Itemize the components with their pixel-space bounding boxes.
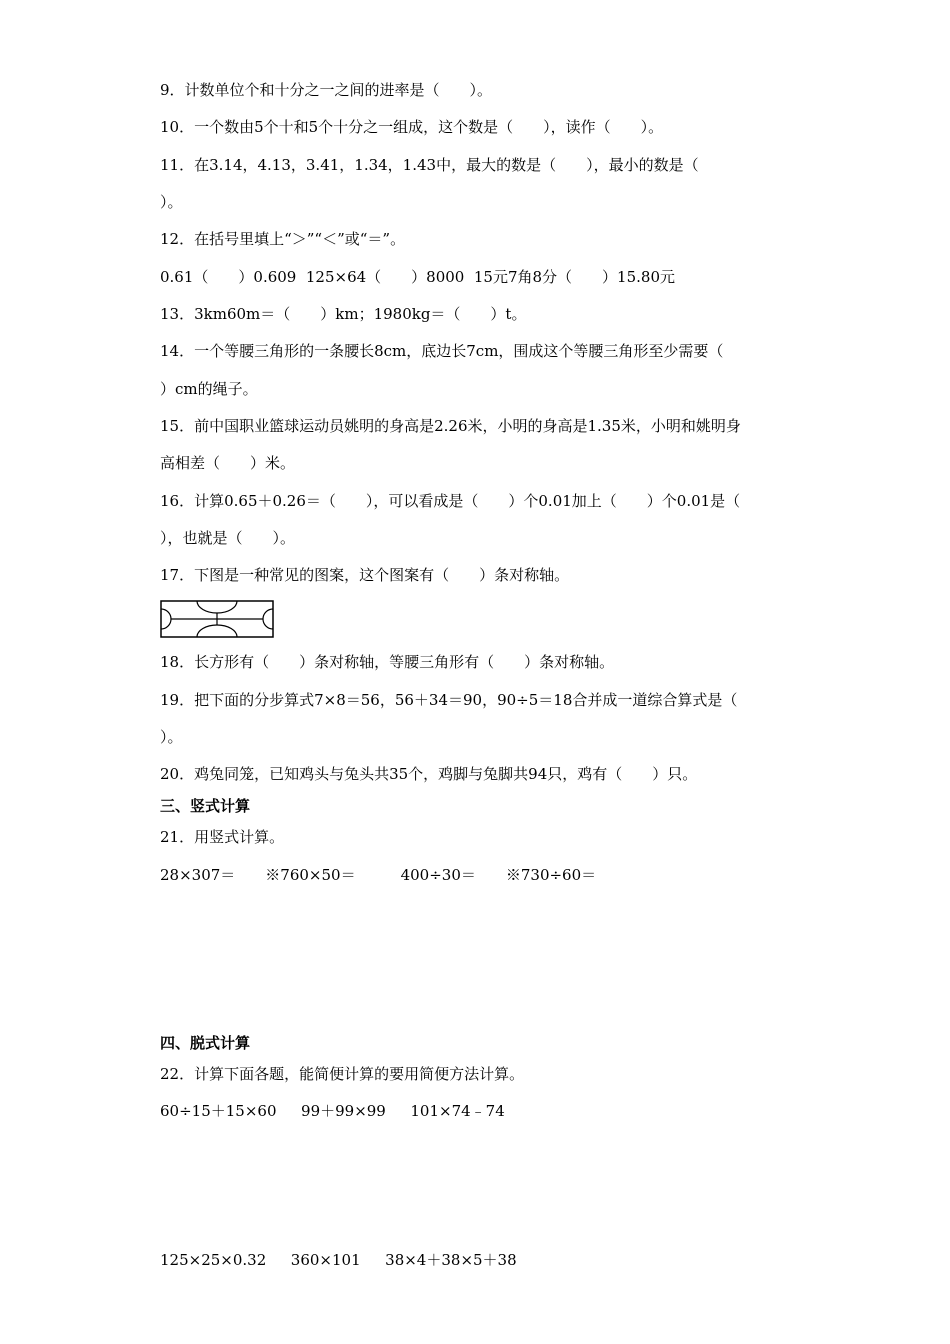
section-4-heading: 四、脱式计算 — [160, 1034, 251, 1052]
symmetry-pattern-figure — [160, 600, 276, 640]
question-19-line1: 19．把下面的分步算式7×8＝56，56＋34＝90，90÷5＝18合并成一道综合算式是（ — [160, 691, 738, 709]
question-22: 22．计算下面各题，能简便计算的要用简便方法计算。 — [160, 1065, 525, 1083]
question-10: 10．一个数由5个十和5个十分之一组成，这个数是（ ），读作（ ）。 — [160, 118, 664, 136]
question-22-row2: 125×25×0.32 360×101 38×4＋38×5＋38 — [160, 1251, 517, 1269]
question-11-line1: 11．在3.14，4.13，3.41，1.34，1.43中，最大的数是（ ），最小的数是（ — [160, 156, 699, 174]
question-17: 17．下图是一种常见的图案，这个图案有（ ）条对称轴。 — [160, 566, 570, 584]
question-16-line1: 16．计算0.65＋0.26＝（ ），可以看成是（ ）个0.01加上（ ）个0.01是（ — [160, 492, 741, 510]
question-21-items: 28×307＝ ※760×50＝ 400÷30＝ ※730÷60＝ — [160, 866, 597, 884]
question-15-line1: 15．前中国职业篮球运动员姚明的身高是2.26米，小明的身高是1.35米，小明和姚明身 — [160, 417, 741, 435]
question-11-line2: ）。 — [160, 193, 183, 211]
question-9: 9．计数单位个和十分之一之间的进率是（ ）。 — [160, 81, 493, 99]
question-21: 21．用竖式计算。 — [160, 828, 285, 846]
question-15-line2: 高相差（ ）米。 — [160, 454, 296, 472]
question-22-row1: 60÷15＋15×60 99＋99×99 101×74﹣74 — [160, 1102, 505, 1120]
question-18: 18．长方形有（ ）条对称轴，等腰三角形有（ ）条对称轴。 — [160, 653, 615, 671]
question-14-line2: ）cm的绳子。 — [160, 380, 258, 398]
question-12: 12．在括号里填上“＞”“＜”或“＝”。 — [160, 230, 406, 248]
question-16-line2: ），也就是（ ）。 — [160, 529, 296, 547]
question-14-line1: 14．一个等腰三角形的一条腰长8cm，底边长7cm，围成这个等腰三角形至少需要（ — [160, 342, 724, 360]
question-19-line2: ）。 — [160, 728, 183, 746]
question-13: 13．3km60m＝（ ）km；1980kg＝（ ）t。 — [160, 305, 527, 323]
question-20: 20．鸡兔同笼，已知鸡头与兔头共35个，鸡脚与兔脚共94只，鸡有（ ）只。 — [160, 765, 698, 783]
section-3-heading: 三、竖式计算 — [160, 797, 251, 815]
question-12-items: 0.61（ ）0.609 125×64（ ）8000 15元7角8分（ ）15.80元 — [160, 268, 675, 286]
